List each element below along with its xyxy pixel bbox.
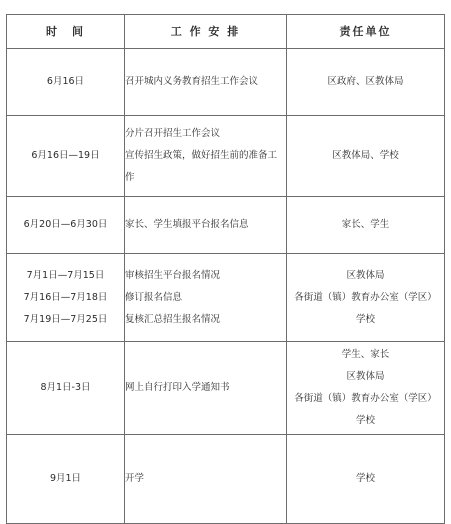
time-cell xyxy=(7,342,125,435)
unit-cell xyxy=(287,197,445,254)
time-text: 7月19日—7月25日 xyxy=(23,313,108,325)
unit-text: 学校 xyxy=(355,313,375,325)
unit-text: 区教体局 xyxy=(346,269,385,281)
table-header-row xyxy=(7,15,445,49)
task-text: 网上自行打印入学通知书 xyxy=(125,382,230,393)
enrollment-schedule-table xyxy=(6,14,445,524)
time-text: 6月16日 xyxy=(46,76,85,87)
time-cell xyxy=(7,254,125,342)
table-row xyxy=(7,342,445,435)
unit-text: 各街道（镇）教育办公室（学区） xyxy=(294,291,437,303)
unit-text: 学校 xyxy=(355,473,375,484)
header-task: 工 作 安 排 xyxy=(125,15,287,49)
table-row xyxy=(7,197,445,254)
unit-cell xyxy=(287,254,445,342)
time-cell xyxy=(7,197,125,254)
task-text: 宣传招生政策，做好招生前的准备工作 xyxy=(125,150,278,183)
header-unit: 责任单位 xyxy=(287,15,445,49)
task-text: 分片召开招生工作会议 xyxy=(125,128,221,139)
time-text: 7月1日—7月15日 xyxy=(26,269,105,281)
table-row xyxy=(7,254,445,342)
time-text: 8月1日-3日 xyxy=(40,382,91,393)
time-text: 6月16日—19日 xyxy=(31,150,100,161)
unit-text: 区教体局、学校 xyxy=(332,150,399,161)
unit-text: 学生、家长 xyxy=(341,349,390,360)
task-text: 召开城内义务教育招生工作会议 xyxy=(125,76,259,87)
time-text: 7月16日—7月18日 xyxy=(23,291,108,303)
unit-text: 学校 xyxy=(355,415,375,426)
time-text: 6月20日—6月30日 xyxy=(23,219,108,230)
table-row xyxy=(7,116,445,197)
unit-text: 区政府、区教体局 xyxy=(327,76,404,87)
task-text: 修订报名信息 xyxy=(125,291,183,303)
unit-text: 各街道（镇）教育办公室（学区） xyxy=(294,393,437,404)
task-text: 家长、学生填报平台报名信息 xyxy=(125,219,249,230)
task-text: 开学 xyxy=(125,473,145,484)
unit-cell xyxy=(287,116,445,197)
task-text: 审核招生平台报名情况 xyxy=(125,269,221,281)
unit-cell xyxy=(287,49,445,116)
time-text: 9月1日 xyxy=(49,473,82,484)
table-row xyxy=(7,49,445,116)
unit-text: 区教体局 xyxy=(346,371,385,382)
header-time: 时 间 xyxy=(7,15,125,49)
task-cell xyxy=(125,197,287,254)
task-cell xyxy=(125,342,287,435)
task-cell xyxy=(125,49,287,116)
time-cell xyxy=(7,116,125,197)
time-cell xyxy=(7,435,125,524)
unit-cell xyxy=(287,435,445,524)
task-cell xyxy=(125,116,287,197)
table-row xyxy=(7,435,445,524)
task-text: 复核汇总招生报名情况 xyxy=(125,313,221,325)
unit-cell xyxy=(287,342,445,435)
unit-text: 家长、学生 xyxy=(341,219,390,230)
task-cell xyxy=(125,254,287,342)
time-cell xyxy=(7,49,125,116)
task-cell xyxy=(125,435,287,524)
